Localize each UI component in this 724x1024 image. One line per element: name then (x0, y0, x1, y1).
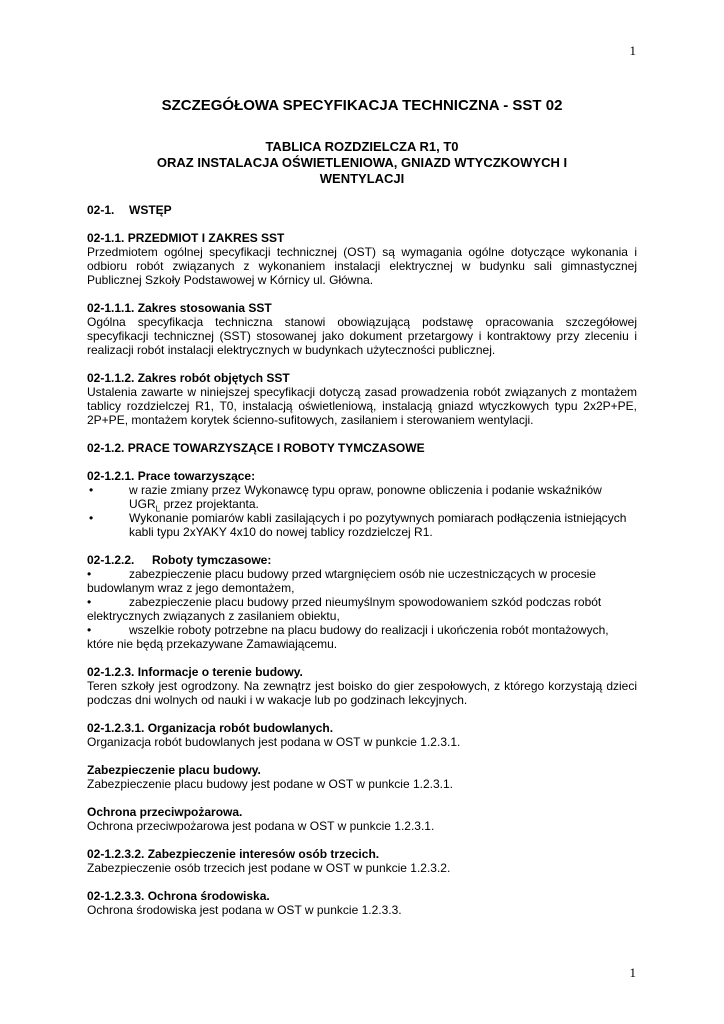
section-text-osoby-trzecie: Zabezpieczenie osób trzecich jest podane w OST w punkcie 1.2.3.2. (87, 861, 451, 875)
list-item (87, 595, 637, 623)
bullet-icon: • (89, 483, 94, 497)
page-number-top: 1 (629, 43, 636, 58)
section-heading-roboty-tymczasowe (87, 553, 637, 567)
section-text-organizacja: Organizacja robót budowlanych jest podana w OST w punkcie 1.2.3.1. (87, 735, 461, 749)
bullet-icon: • (87, 623, 92, 637)
section-text-zakres-stosowania: Ogólna specyfikacja techniczna stanowi obowiązującą podstawę opracowania szczegółowej specyfikacji technicznej (SST) stosowanej jako dokument przetargowy i kontraktowy przy zleceniu i realizacji robót instalacji elektrycznych w budynkach użyteczności publicznej. (87, 315, 637, 357)
section-heading-informacje-teren: 02-1.2.3. Informacje o terenie budowy. (87, 665, 303, 679)
list-item (87, 483, 637, 514)
section-heading-prace-towarzyszace-list: 02-1.2.1. Prace towarzyszące: (87, 469, 256, 483)
section-text-zabezpieczenie: Zabezpieczenie placu budowy jest podane w OST w punkcie 1.2.3.1. (87, 777, 453, 791)
list-item-text-end: przez projektanta. (160, 497, 259, 511)
list-item-text: zabezpieczenie placu budowy przed wtargnięciem osób nie uczestniczących w procesie budowlanym wraz z jego demontażem, (87, 567, 596, 595)
section-heading-wstep (87, 203, 637, 217)
document-title: SZCZEGÓŁOWA SPECYFIKACJA TECHNICZNA - SST 02 (161, 97, 563, 114)
section-text-ochrona-srodowiska: Ochrona środowiska jest podana w OST w punkcie 1.2.3.3. (87, 903, 402, 917)
section-title: WSTĘP (129, 203, 172, 217)
section-heading-ochrona-ppoz: Ochrona przeciwpożarowa. (87, 805, 243, 819)
section-text-informacje-teren: Teren szkoły jest ogrodzony. Na zewnątrz jest boisko do gier zespołowych, z którego korzystają dzieci podczas dni wolnych od nauki i w wakacje lub po godzinach lekcyjnych. (87, 679, 637, 707)
section-heading-ochrona-srodowiska: 02-1.2.3.3. Ochrona środowiska. (87, 889, 270, 903)
prace-towarzyszace-list (87, 483, 637, 539)
subtitle-line-3: WENTYLACJI (319, 171, 405, 186)
section-text-zakres-robot: Ustalenia zawarte w niniejszej specyfikacji dotyczą zasad prowadzenia robót związanych z montażem tablicy rozdzielczej R1, T0, instalacją oświetleniową, instalacją gniazd wtyczkowych typu 2x2P+PE, 2P+PE, montażem korytek ścienno-sufitowych, zasilaniem i sterowaniem wentylacji. (87, 385, 637, 427)
list-item-text: w razie zmiany przez Wykonawcę typu opraw, ponowne obliczenia i podanie wskaźników (129, 483, 602, 497)
document-subtitle (87, 139, 637, 187)
section-heading-prace-towarzyszace: 02-1.2. PRACE TOWARZYSZĄCE I ROBOTY TYMCZASOWE (87, 441, 425, 455)
list-item (87, 511, 637, 539)
list-item-text: zabezpieczenie placu budowy przed nieumyślnym spowodowaniem szkód podczas robót elektrycznych związanych z zasilaniem obiektu, (87, 595, 602, 623)
bullet-icon: • (89, 511, 94, 525)
bullet-icon: • (87, 567, 92, 581)
bullet-icon: • (87, 595, 92, 609)
subtitle-line-2: ORAZ INSTALACJA OŚWIETLENIOWA, GNIAZD WTYCZKOWYCH I (156, 155, 568, 170)
section-heading-organizacja: 02-1.2.3.1. Organizacja robót budowlanych. (87, 721, 334, 735)
document-body (87, 97, 637, 917)
section-number: 02-1.2.2. (87, 553, 135, 567)
section-heading-przedmiot: 02-1.1. PRZEDMIOT I ZAKRES SST (87, 231, 285, 245)
section-text-ochrona-ppoz: Ochrona przeciwpożarowa jest podana w OST w punkcie 1.2.3.1. (87, 819, 435, 833)
list-item-text: wszelkie roboty potrzebne na placu budowy do realizacji i ukończenia robót montażowych, które nie będą przekazywane Zamawiającemu. (87, 623, 609, 651)
section-number: 02-1. (87, 203, 115, 217)
section-heading-osoby-trzecie: 02-1.2.3.2. Zabezpieczenie interesów osób trzecich. (87, 847, 380, 861)
list-item (87, 623, 637, 651)
section-heading-zakres-stosowania: 02-1.1.1. Zakres stosowania SST (87, 301, 272, 315)
list-item-subscript: L (155, 504, 161, 514)
page-number-bottom: 1 (629, 965, 636, 980)
roboty-tymczasowe-list (87, 567, 637, 651)
list-item (87, 567, 637, 595)
subtitle-line-1: TABLICA ROZDZIELCZA R1, T0 (265, 139, 459, 154)
section-heading-zakres-robot: 02-1.1.2. Zakres robót objętych SST (87, 371, 290, 385)
list-item-text: Wykonanie pomiarów kabli zasilających i po pozytywnych pomiarach podłączenia istniejących kabli typu 2xYAKY 4x10 do nowej tablicy rozdzielczej R1. (129, 511, 627, 539)
list-item-text-ugr: UGR (129, 497, 156, 511)
section-text-przedmiot: Przedmiotem ogólnej specyfikacji technicznej (OST) są wymagania ogólne dotyczące wykonania i odbioru robót związanych z wykonaniem instalacji elektrycznej w budynku sali gimnastycznej Publicznej Szkoły Podstawowej w Kórnicy ul. Główna. (87, 245, 637, 287)
section-heading-zabezpieczenie: Zabezpieczenie placu budowy. (87, 763, 261, 777)
section-title: Roboty tymczasowe: (152, 553, 272, 567)
